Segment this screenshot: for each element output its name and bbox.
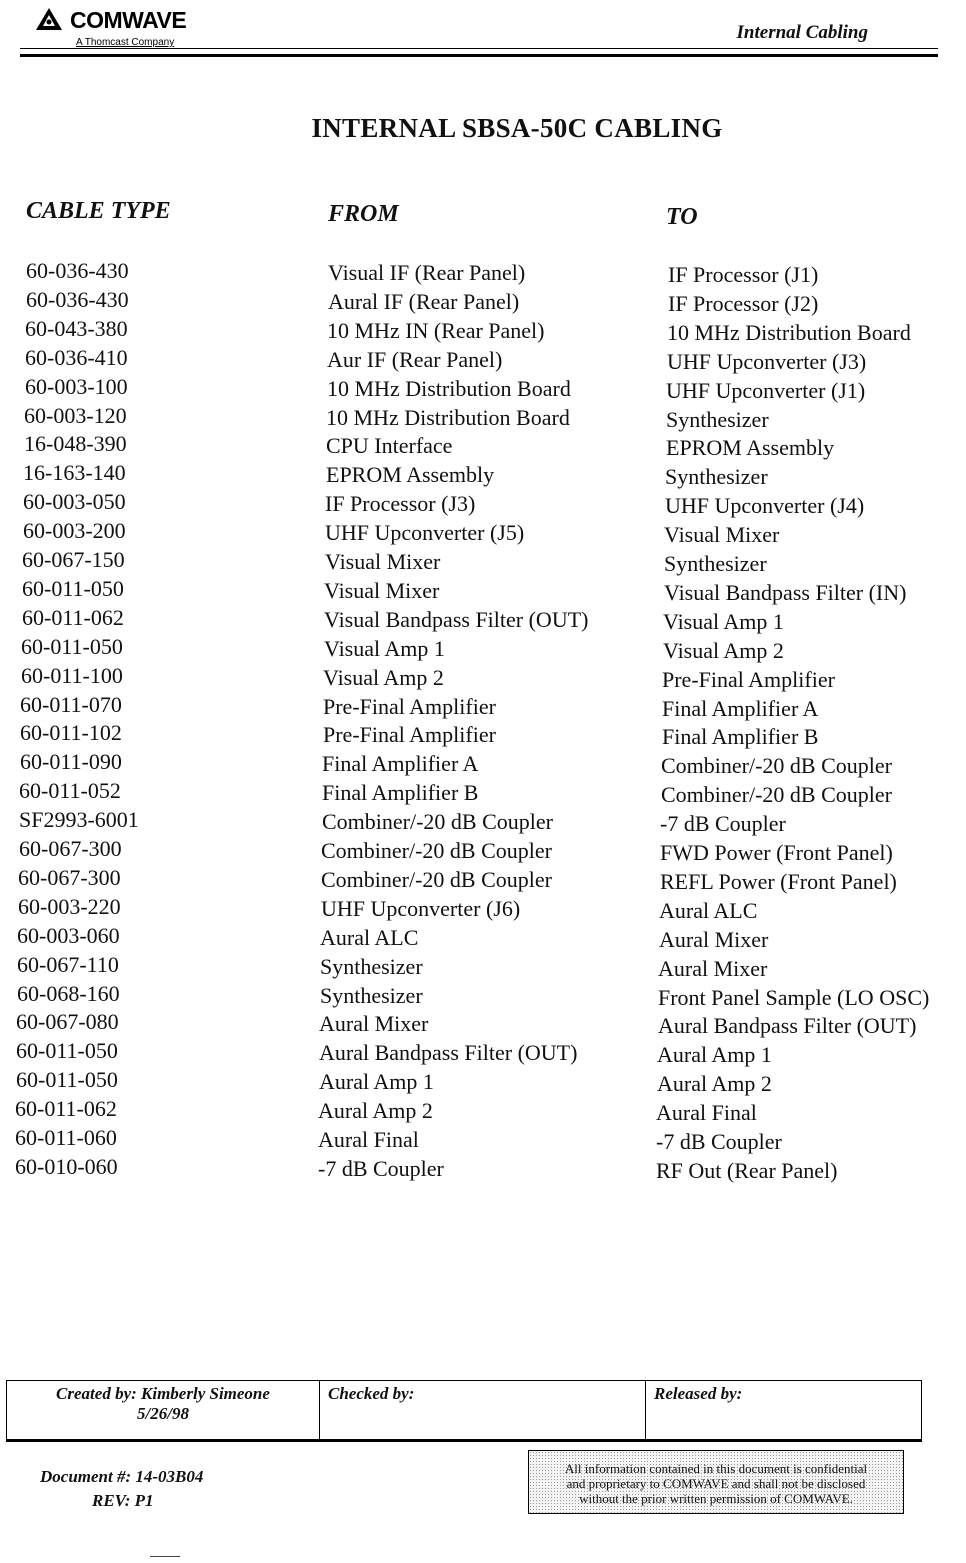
to-cell: Pre-Final Amplifier [662, 666, 835, 692]
from-cell: Pre-Final Amplifier [323, 693, 496, 719]
created-by-cell [7, 1381, 319, 1439]
signoff-box [6, 1380, 922, 1442]
revision: REV: P1 [92, 1491, 154, 1510]
table-row [0, 894, 966, 923]
to-cell: Visual Bandpass Filter (IN) [664, 579, 907, 605]
cable-type-cell: 60-010-060 [15, 1153, 118, 1179]
table-row [0, 547, 966, 576]
cable-type-cell: 60-067-300 [18, 864, 121, 890]
from-cell: Combiner/-20 dB Coupler [321, 838, 552, 863]
to-cell: Aural Amp 1 [657, 1042, 772, 1068]
from-cell: Final Amplifier B [322, 780, 479, 806]
to-cell: 10 MHz Distribution Board [667, 319, 911, 345]
column-header-cable-type: CABLE TYPE [26, 198, 171, 224]
from-cell: Pre-Final Amplifier [323, 722, 496, 748]
to-cell: UHF Upconverter (J3) [667, 348, 867, 374]
from-cell: EPROM Assembly [326, 462, 495, 488]
from-cell: UHF Upconverter (J5) [325, 520, 525, 546]
table-row [0, 460, 966, 489]
cable-type-cell: 60-011-070 [20, 691, 122, 717]
cable-type-cell: 60-036-430 [26, 258, 129, 283]
table-row [0, 489, 966, 518]
cable-type-cell: 60-036-410 [25, 344, 128, 370]
table-row [0, 778, 966, 807]
from-cell: Synthesizer [320, 982, 423, 1008]
to-cell: FWD Power (Front Panel) [660, 840, 893, 865]
table-row [0, 663, 966, 692]
to-cell: UHF Upconverter (J4) [665, 493, 865, 519]
to-cell: Aural Mixer [658, 955, 768, 981]
cable-type-cell: 60-011-100 [21, 662, 123, 688]
created-by-label: Created by: Kimberly Simeone [56, 1384, 270, 1403]
cable-type-cell: 60-003-060 [17, 922, 120, 948]
to-cell: Synthesizer [664, 551, 767, 576]
cable-type-cell: 60-067-150 [22, 547, 125, 572]
table-row [0, 374, 966, 403]
from-cell: 10 MHz Distribution Board [326, 404, 570, 430]
to-cell: Aural Mixer [659, 926, 769, 952]
footer-mark [150, 1556, 180, 1557]
table-row [0, 287, 966, 316]
to-cell: Visual Amp 2 [663, 637, 784, 663]
cable-type-cell: 60-011-050 [21, 633, 123, 659]
cable-type-cell: 60-011-102 [20, 720, 122, 746]
to-cell: Visual Mixer [664, 522, 780, 548]
confidentiality-line: and proprietary to COMWAVE and shall not be disclosed [566, 1476, 866, 1491]
from-cell: Visual Bandpass Filter (OUT) [324, 606, 589, 632]
to-cell: EPROM Assembly [666, 435, 835, 461]
table-row [0, 836, 966, 865]
table-row [0, 403, 966, 432]
from-cell: UHF Upconverter (J6) [321, 895, 521, 921]
table-row [0, 952, 966, 981]
to-cell: Final Amplifier A [662, 695, 819, 721]
from-cell: Visual Amp 1 [324, 635, 445, 661]
table-row [0, 923, 966, 952]
cable-type-cell: 60-011-090 [20, 749, 122, 775]
cable-type-cell: 60-067-300 [19, 836, 122, 861]
cable-type-cell: 60-003-050 [23, 489, 126, 515]
to-cell: REFL Power (Front Panel) [660, 868, 897, 894]
cable-type-cell: 60-003-220 [18, 893, 121, 919]
to-cell: Combiner/-20 dB Coupler [661, 753, 892, 779]
released-by-cell [645, 1381, 921, 1439]
table-row [0, 1038, 966, 1067]
from-cell: IF Processor (J3) [325, 491, 476, 517]
cable-type-cell: SF2993-6001 [19, 807, 139, 833]
checked-by-cell [319, 1381, 645, 1439]
from-cell: Visual IF (Rear Panel) [328, 260, 526, 285]
created-date: 5/26/98 [137, 1404, 189, 1423]
from-cell: 10 MHz Distribution Board [327, 375, 571, 401]
header-divider-thin [20, 48, 938, 49]
to-cell: -7 dB Coupler [656, 1129, 782, 1154]
table-row [0, 720, 966, 749]
cable-type-cell: 60-011-050 [16, 1038, 118, 1064]
company-name: COMWAVE [70, 7, 187, 33]
table-row [0, 431, 966, 460]
table-row [0, 1125, 966, 1154]
to-cell: Aural Final [656, 1100, 757, 1126]
to-cell: -7 dB Coupler [660, 811, 786, 837]
table-row [0, 1009, 966, 1038]
cable-type-cell: 60-067-080 [16, 1009, 119, 1035]
cable-type-cell: 60-011-050 [22, 575, 124, 601]
confidentiality-line: All information contained in this document is confidential [564, 1461, 868, 1476]
table-row [0, 605, 966, 634]
cable-type-cell: 60-003-200 [23, 518, 126, 544]
from-cell: Synthesizer [320, 953, 423, 979]
table-row [0, 345, 966, 374]
cable-type-cell: 16-048-390 [24, 431, 127, 457]
table-row [0, 807, 966, 836]
from-cell: Aural Amp 1 [319, 1069, 434, 1095]
from-cell: Aur IF (Rear Panel) [327, 346, 503, 372]
from-cell: Aural ALC [320, 924, 419, 950]
table-row [0, 1067, 966, 1096]
cable-type-cell: 60-043-380 [25, 315, 128, 341]
cable-type-cell: 60-011-062 [15, 1096, 117, 1122]
from-cell: 10 MHz IN (Rear Panel) [327, 317, 545, 343]
from-cell: Final Amplifier A [322, 751, 479, 777]
to-cell: Final Amplifier B [662, 724, 819, 750]
table-row [0, 749, 966, 778]
cable-type-cell: 60-068-160 [17, 980, 120, 1006]
to-cell: IF Processor (J1) [668, 262, 819, 287]
table-row [0, 518, 966, 547]
confidentiality-line: without the prior written permission of COMWAVE. [579, 1491, 853, 1506]
cable-type-cell: 60-011-050 [16, 1067, 118, 1093]
header-divider [20, 54, 938, 57]
from-cell: CPU Interface [326, 433, 453, 459]
table-row [0, 316, 966, 345]
released-by-label: Released by: [654, 1384, 743, 1403]
cable-type-cell: 60-011-052 [19, 778, 121, 804]
document-title: INTERNAL SBSA-50C CABLING [311, 113, 723, 143]
to-cell: Synthesizer [665, 464, 768, 490]
from-cell: Visual Mixer [325, 549, 441, 574]
cable-type-cell: 16-163-140 [23, 460, 126, 486]
company-logo [34, 4, 224, 50]
comwave-logo-icon [34, 6, 64, 32]
section-title: Internal Cabling [736, 22, 868, 43]
table-row [0, 865, 966, 894]
document-number: Document #: 14-03B04 [40, 1467, 204, 1486]
from-cell: Combiner/-20 dB Coupler [322, 809, 553, 835]
table-row [0, 1154, 966, 1183]
cable-type-cell: 60-011-062 [22, 604, 124, 630]
table-row [0, 258, 966, 287]
from-cell: Aural IF (Rear Panel) [328, 288, 520, 314]
to-cell: Aural ALC [659, 897, 758, 923]
table-row [0, 576, 966, 605]
table-row [0, 981, 966, 1010]
from-cell: Aural Final [318, 1127, 419, 1152]
cable-type-cell: 60-036-430 [26, 286, 129, 312]
from-cell: Visual Mixer [324, 577, 440, 603]
table-row [0, 1096, 966, 1125]
from-cell: -7 dB Coupler [318, 1155, 444, 1181]
confidentiality-notice [528, 1450, 904, 1514]
cable-type-cell: 60-011-060 [15, 1125, 117, 1150]
cable-type-cell: 60-003-100 [25, 373, 128, 399]
document-number-block [40, 1465, 203, 1513]
to-cell: Aural Amp 2 [657, 1071, 772, 1097]
column-header-to: TO [666, 204, 698, 230]
to-cell: IF Processor (J2) [668, 290, 819, 316]
company-subtitle: A Thomcast Company [76, 37, 175, 48]
from-cell: Aural Amp 2 [318, 1098, 433, 1124]
to-cell: Visual Amp 1 [663, 608, 784, 634]
to-cell: UHF Upconverter (J1) [666, 377, 866, 403]
column-header-from: FROM [328, 201, 399, 227]
cable-type-cell: 60-067-110 [17, 951, 119, 977]
from-cell: Aural Bandpass Filter (OUT) [319, 1040, 578, 1066]
cable-type-cell: 60-003-120 [24, 402, 127, 428]
table-row [0, 692, 966, 721]
to-cell: Front Panel Sample (LO OSC) [658, 984, 930, 1010]
table-row [0, 634, 966, 663]
checked-by-label: Checked by: [328, 1384, 415, 1403]
from-cell: Visual Amp 2 [323, 664, 444, 690]
confidentiality-text [529, 1461, 903, 1506]
to-cell: Combiner/-20 dB Coupler [661, 782, 892, 808]
to-cell: RF Out (Rear Panel) [656, 1157, 838, 1183]
from-cell: Aural Mixer [319, 1011, 429, 1037]
to-cell: Aural Bandpass Filter (OUT) [658, 1013, 917, 1039]
from-cell: Combiner/-20 dB Coupler [321, 866, 552, 892]
to-cell: Synthesizer [666, 406, 769, 432]
